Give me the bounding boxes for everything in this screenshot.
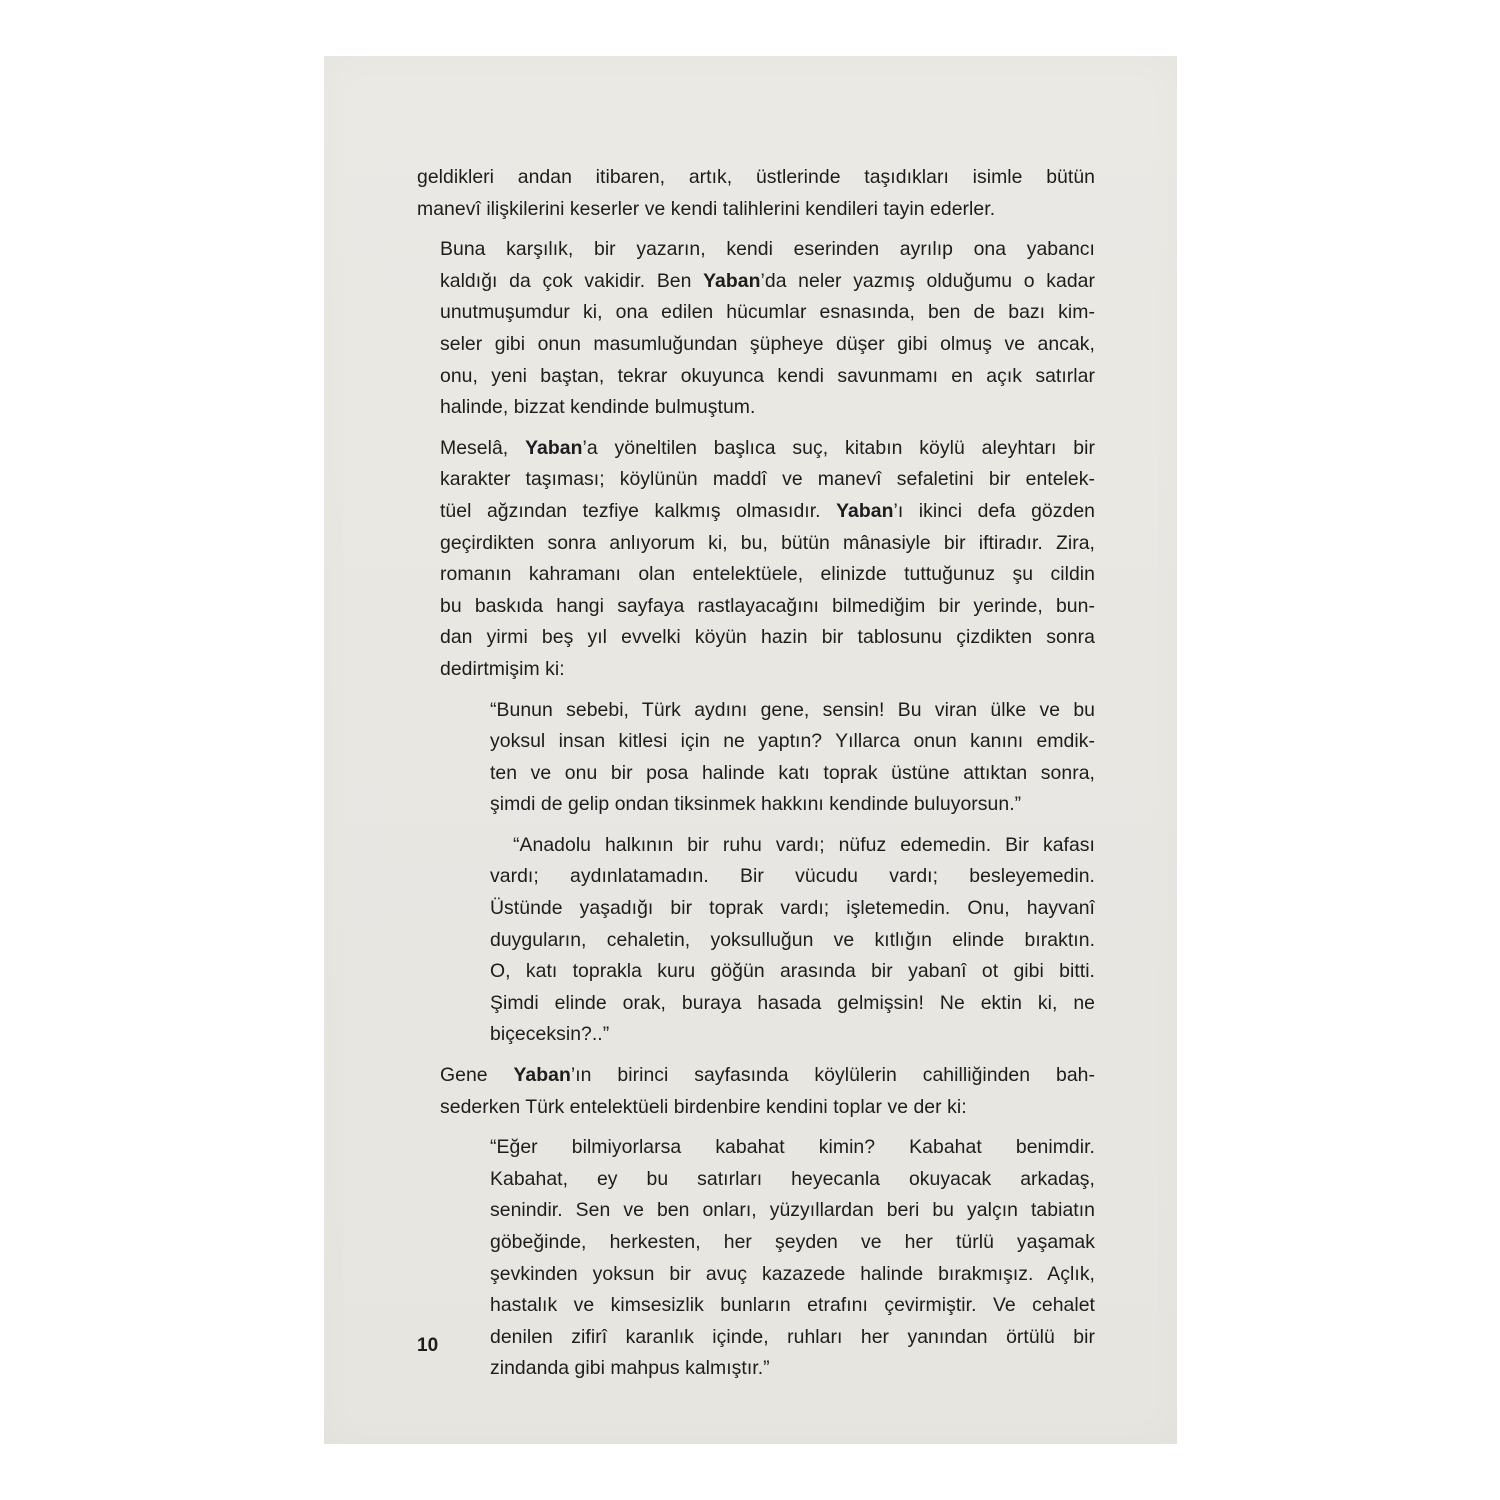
text-line: onu, yeni baştan, tekrar okuyunca kendi savunmamı en açık satırlar xyxy=(440,364,1095,387)
text-line: denilen zifirî karanlık içinde, ruhları her yanından örtülü bir xyxy=(490,1325,1095,1348)
text-line: unutmuşumdur ki, ona edilen hücumlar esnasında, ben de bazı kim- xyxy=(440,301,1095,324)
text-line: “Bunun sebebi, Türk aydını gene, sensin! Bu viran ülke ve bu xyxy=(490,698,1095,721)
text-line: göbeğinde, herkesten, her şeyden ve her türlü yaşamak xyxy=(490,1231,1095,1253)
text-line: senindir. Sen ve ben onları, yüzyıllardan beri bu yalçın tabiatın xyxy=(490,1199,1095,1222)
paragraph-1 xyxy=(417,162,1095,225)
text-line: duyguların, cehaletin, yoksulluğun ve kıtlığın elinde bıraktın. xyxy=(490,928,1095,951)
text-line: zindanda gibi mahpus kalmıştır.” xyxy=(490,1357,770,1380)
book-title-yaban: Yaban xyxy=(703,269,761,292)
text-line: “Anadolu halkının bir ruhu vardı; nüfuz edemedin. Bir kafası xyxy=(513,833,1095,856)
text-line: biçeceksin?..” xyxy=(490,1023,610,1046)
text-line: Kabahat, ey bu satırları heyecanla okuyacak arkadaş, xyxy=(490,1167,1095,1190)
text-line: romanın kahramanı olan entelektüele, elinizde tuttuğunuz şu cildin xyxy=(440,563,1095,586)
text-line: Şimdi elinde orak, buraya hasada gelmişsin! Ne ektin ki, ne xyxy=(490,991,1095,1014)
text-line: halinde, bizzat kendinde bulmuştum. xyxy=(440,396,756,419)
book-title-yaban: Yaban xyxy=(513,1064,571,1087)
text-line: karakter taşıması; köylünün maddî ve manevî sefaletini bir entelek- xyxy=(440,468,1095,491)
text-line: vardı; aydınlatamadın. Bir vücudu vardı; besleyemedin. xyxy=(490,865,1095,888)
text-line: dan yirmi beş yıl evvelki köyün hazin bir tablosunu çizdikten sonra xyxy=(440,626,1095,649)
text-line: seler gibi onun masumluğundan şüpheye düşer gibi olmuş ve ancak, xyxy=(440,332,1095,355)
text-line: manevî ilişkilerini keserler ve kendi talihlerini kendileri tayin ederler. xyxy=(417,197,996,220)
text-line: ten ve onu bir posa halinde katı toprak üstüne attıktan sonra, xyxy=(490,761,1095,784)
book-title-yaban: Yaban xyxy=(525,436,583,459)
block-quote-2 xyxy=(490,830,1095,1051)
text-run: ’da neler yazmış olduğumu o kadar xyxy=(760,269,1095,292)
text-run: Meselâ, xyxy=(440,436,526,459)
block-quote-1 xyxy=(490,695,1095,821)
text-line: dedirtmişim ki: xyxy=(440,657,565,680)
book-title-yaban: Yaban xyxy=(836,499,894,522)
text-run: ’ı ikinci defa gözden xyxy=(893,499,1095,522)
paragraph-2 xyxy=(417,234,1095,424)
text-run: tüel ağzından tezfiye kalkmış olmasıdır. xyxy=(440,499,837,522)
text-line: O, katı toprakla kuru göğün arasında bir yabanî ot gibi bitti. xyxy=(490,960,1095,983)
text-line xyxy=(417,433,1095,465)
book-page xyxy=(324,56,1177,1444)
text-line: Üstünde yaşadığı bir toprak vardı; işletemedin. Onu, hayvanî xyxy=(490,897,1095,920)
paragraph-4 xyxy=(417,1060,1095,1123)
page-number: 10 xyxy=(417,1335,439,1356)
text-run: ’a yöneltilen başlıca suç, kitabın köylü aleyhtarı bir xyxy=(582,436,1096,459)
text-line xyxy=(417,1060,1095,1092)
text-line xyxy=(417,266,1095,298)
page-body-text xyxy=(417,162,1095,1394)
text-line: bu baskıda hangi sayfaya rastlayacağını bilmediğim bir yerinde, bun- xyxy=(440,594,1095,617)
text-line: yoksul insan kitlesi için ne yaptın? Yıllarca onun kanını emdik- xyxy=(490,730,1095,753)
text-line xyxy=(417,496,1095,528)
text-line: sederken Türk entelektüeli birdenbire kendini toplar ve der ki: xyxy=(440,1095,967,1118)
block-quote-3 xyxy=(490,1132,1095,1385)
text-line: “Eğer bilmiyorlarsa kabahat kimin? Kabahat benimdir. xyxy=(490,1136,1095,1159)
text-line: şevkinden yoksun bir avuç kazazede halinde bırakmışız. Açlık, xyxy=(490,1262,1095,1285)
text-line: şimdi de gelip ondan tiksinmek hakkını kendinde buluyorsun.” xyxy=(490,793,1022,816)
text-line: Buna karşılık, bir yazarın, kendi eserinden ayrılıp ona yabancı xyxy=(440,238,1095,261)
text-line: geçirdikten sonra anlıyorum ki, bu, bütün mânasiyle bir iftiradır. Zira, xyxy=(440,531,1095,554)
text-line: hastalık ve kimsesizlik bunların etrafını çevirmiştir. Ve cehalet xyxy=(490,1294,1095,1317)
text-run: kaldığı da çok vakidir. Ben xyxy=(440,269,704,292)
text-line: geldikleri andan itibaren, artık, üstlerinde taşıdıkları isimle bütün xyxy=(417,166,1095,188)
paragraph-3 xyxy=(417,433,1095,686)
text-run: ’ın birinci sayfasında köylülerin cahilliğinden bah- xyxy=(570,1064,1095,1087)
text-run: Gene xyxy=(440,1064,514,1087)
